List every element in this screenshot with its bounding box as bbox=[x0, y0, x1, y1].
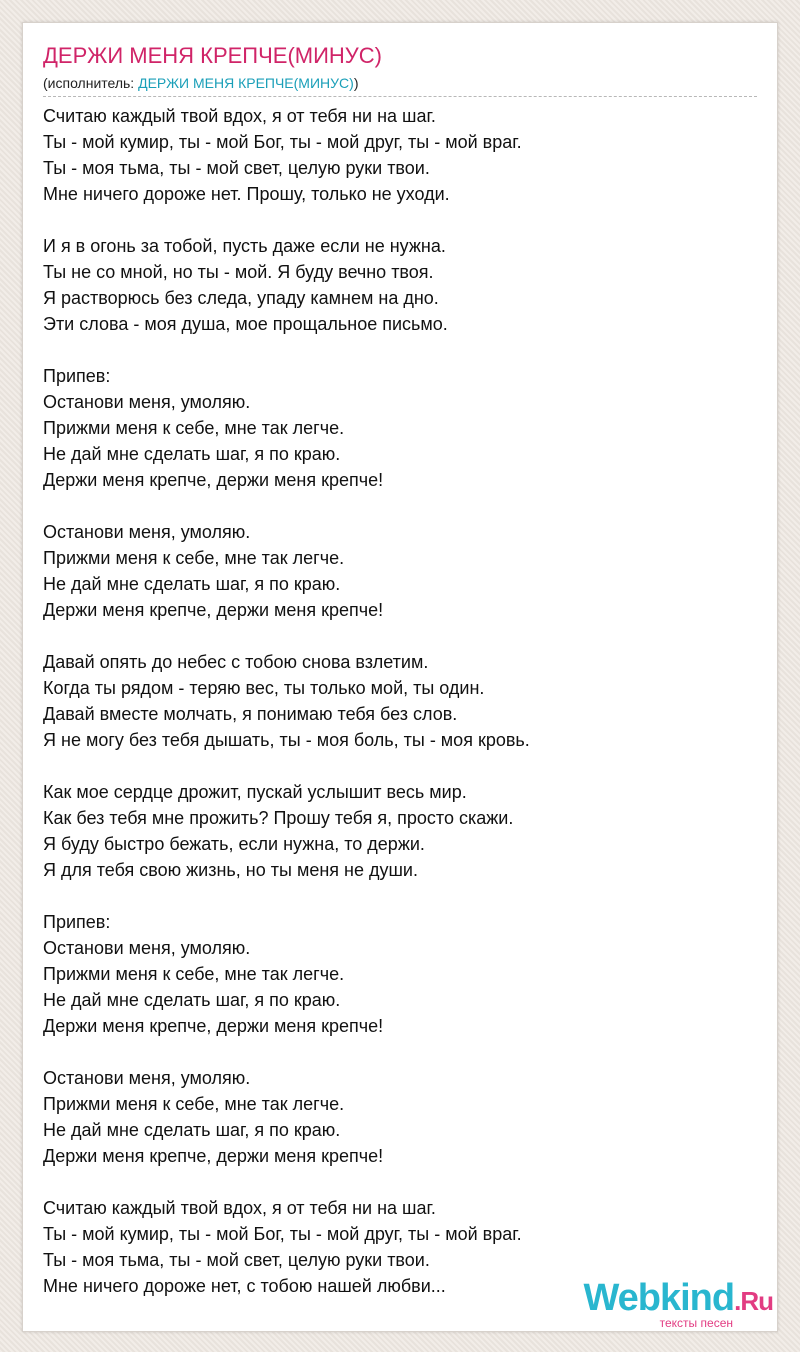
lyric-line: Ты - мой кумир, ты - мой Бог, ты - мой друг, ты - мой враг. bbox=[43, 1224, 522, 1244]
lyric-line: Я для тебя свою жизнь, но ты меня не души. bbox=[43, 860, 418, 880]
lyric-line: Не дай мне сделать шаг, я по краю. bbox=[43, 1120, 341, 1140]
lyric-line: Когда ты рядом - теряю вес, ты только мой, ты один. bbox=[43, 678, 485, 698]
lyric-line: Как мое сердце дрожит, пускай услышит весь мир. bbox=[43, 782, 467, 802]
lyric-line: Я растворюсь без следа, упаду камнем на дно. bbox=[43, 288, 439, 308]
lyrics-body bbox=[43, 103, 763, 1325]
stanza bbox=[43, 649, 763, 753]
lyric-line: Ты не со мной, но ты - мой. Я буду вечно твоя. bbox=[43, 262, 434, 282]
lyric-line: Ты - мой кумир, ты - мой Бог, ты - мой друг, ты - мой враг. bbox=[43, 132, 522, 152]
lyric-line: Припев: bbox=[43, 912, 111, 932]
lyric-line: Я буду быстро бежать, если нужна, то держи. bbox=[43, 834, 425, 854]
artist-suffix: ) bbox=[353, 75, 359, 91]
lyric-line: Останови меня, умоляю. bbox=[43, 938, 251, 958]
lyric-line: Держи меня крепче, держи меня крепче! bbox=[43, 470, 384, 490]
stanza bbox=[43, 519, 763, 623]
lyric-line: Давай вместе молчать, я понимаю тебя без слов. bbox=[43, 704, 458, 724]
lyric-line: Прижми меня к себе, мне так легче. bbox=[43, 1094, 345, 1114]
lyric-line: Ты - моя тьма, ты - мой свет, целую руки твои. bbox=[43, 158, 430, 178]
lyric-line: Не дай мне сделать шаг, я по краю. bbox=[43, 444, 341, 464]
logo-tld: .Ru bbox=[734, 1286, 773, 1316]
site-logo[interactable] bbox=[583, 1278, 773, 1329]
divider bbox=[43, 96, 757, 97]
lyric-line: Мне ничего дороже нет, с тобою нашей любви... bbox=[43, 1276, 446, 1296]
lyric-line: Останови меня, умоляю. bbox=[43, 522, 251, 542]
lyric-line: Ты - моя тьма, ты - мой свет, целую руки твои. bbox=[43, 1250, 430, 1270]
logo-text bbox=[583, 1278, 773, 1321]
logo-name: Webkind bbox=[583, 1277, 735, 1319]
lyric-line: Останови меня, умоляю. bbox=[43, 1068, 251, 1088]
lyric-line: Припев: bbox=[43, 366, 111, 386]
lyric-line: Мне ничего дороже нет. Прошу, только не уходи. bbox=[43, 184, 450, 204]
artist-prefix: (исполнитель: bbox=[43, 75, 139, 91]
lyric-line: И я в огонь за тобой, пусть даже если не нужна. bbox=[43, 236, 446, 256]
artist-link[interactable]: ДЕРЖИ МЕНЯ КРЕПЧЕ(МИНУС) bbox=[138, 75, 354, 91]
stanza bbox=[43, 909, 763, 1039]
lyric-line: Как без тебя мне прожить? Прошу тебя я, просто скажи. bbox=[43, 808, 514, 828]
lyric-line: Держи меня крепче, держи меня крепче! bbox=[43, 1146, 384, 1166]
lyric-line: Прижми меня к себе, мне так легче. bbox=[43, 964, 345, 984]
stanza bbox=[43, 779, 763, 883]
lyric-line: Давай опять до небес с тобою снова взлетим. bbox=[43, 652, 429, 672]
logo-tagline: тексты песен bbox=[659, 1316, 733, 1330]
page-title: ДЕРЖИ МЕНЯ КРЕПЧЕ(МИНУС) bbox=[43, 43, 382, 68]
lyric-line: Эти слова - моя душа, мое прощальное письмо. bbox=[43, 314, 448, 334]
stanza bbox=[43, 233, 763, 337]
lyric-line: Считаю каждый твой вдох, я от тебя ни на шаг. bbox=[43, 106, 436, 126]
lyric-line: Не дай мне сделать шаг, я по краю. bbox=[43, 574, 341, 594]
lyric-line: Прижми меня к себе, мне так легче. bbox=[43, 548, 345, 568]
lyric-line: Считаю каждый твой вдох, я от тебя ни на шаг. bbox=[43, 1198, 436, 1218]
lyrics-card bbox=[22, 22, 778, 1332]
lyric-line: Держи меня крепче, держи меня крепче! bbox=[43, 1016, 384, 1036]
lyric-line: Не дай мне сделать шаг, я по краю. bbox=[43, 990, 341, 1010]
artist-line bbox=[43, 74, 358, 92]
lyric-line: Останови меня, умоляю. bbox=[43, 392, 251, 412]
lyric-line: Держи меня крепче, держи меня крепче! bbox=[43, 600, 384, 620]
stanza bbox=[43, 103, 763, 207]
stanza bbox=[43, 363, 763, 493]
lyric-line: Прижми меня к себе, мне так легче. bbox=[43, 418, 345, 438]
lyric-line: Я не могу без тебя дышать, ты - моя боль, ты - моя кровь. bbox=[43, 730, 530, 750]
stanza bbox=[43, 1065, 763, 1169]
